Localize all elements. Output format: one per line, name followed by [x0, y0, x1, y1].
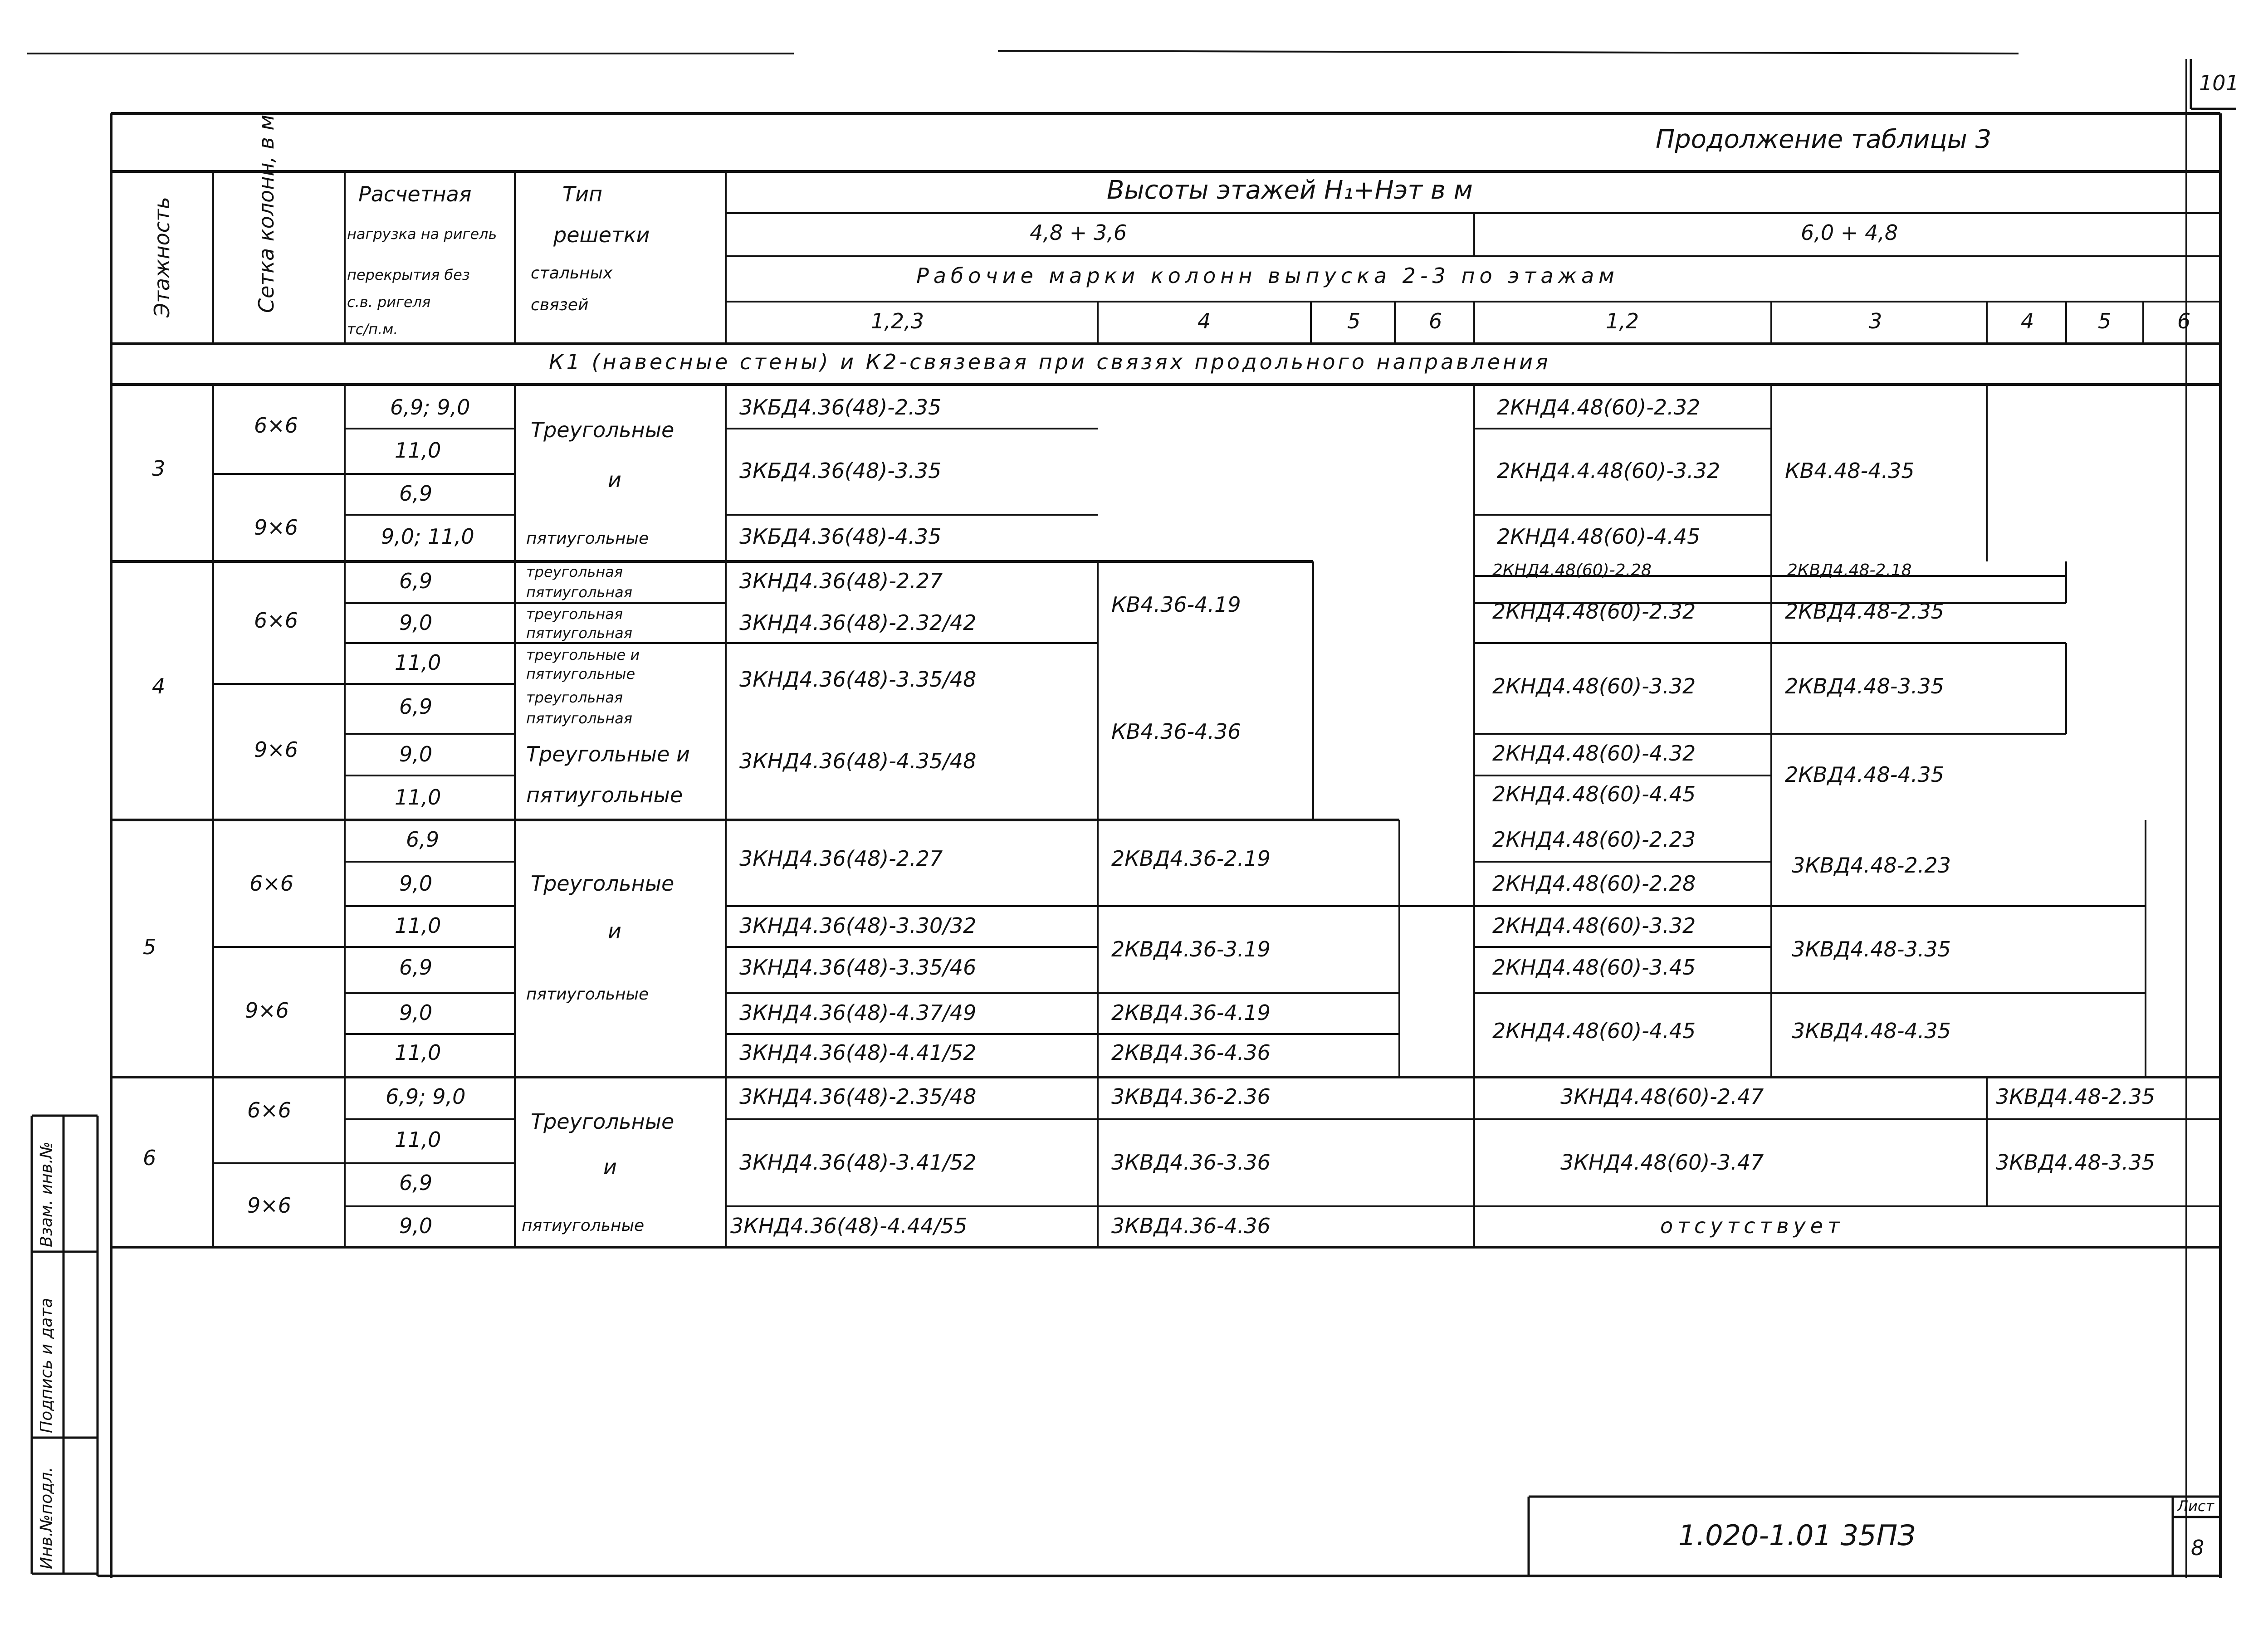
- load-4-1: 6,9: [399, 569, 433, 593]
- grid-4-9x6: 9×6: [254, 737, 298, 762]
- b-absent-6: отсутствует: [1660, 1214, 1844, 1238]
- header-sub-a-1: 1,2,3: [871, 309, 924, 333]
- header-sub-b-2: 3: [1869, 309, 1882, 333]
- b12-3-3: 2КНД4.48(60)-4.45: [1497, 524, 1701, 549]
- b3-4-1: 2КВД4.48-2.18: [1787, 561, 1912, 580]
- b12-4-2: 2КНД4.48(60)-2.32: [1492, 599, 1696, 624]
- type-4-7: треугольная: [526, 689, 623, 706]
- a4-5-4: 2КВД4.36-4.36: [1111, 1040, 1271, 1065]
- header-group-a: 4,8 + 3,6: [1030, 220, 1127, 245]
- b3-4-2: 2КВД4.48-2.35: [1785, 599, 1944, 624]
- type-4-1: треугольная: [526, 563, 623, 580]
- b12-4-5: 2КНД4.48(60)-4.45: [1492, 782, 1696, 806]
- a4-5-3: 2КВД4.36-4.19: [1111, 1000, 1271, 1025]
- header-load-5: тс/п.м.: [347, 321, 398, 338]
- margin-replace-label: Взам. инв.№: [37, 1141, 56, 1247]
- grid-5-6x6: 6×6: [249, 871, 294, 896]
- a4-6-2: 3КВД4.36-3.36: [1111, 1150, 1271, 1175]
- a123-3-1: 3КБД4.36(48)-2.35: [739, 395, 942, 419]
- load-6-1: 6,9; 9,0: [386, 1084, 466, 1109]
- type-4-6: пятиугольные: [526, 665, 635, 683]
- load-3-1: 6,9; 9,0: [390, 395, 470, 419]
- a4-6-1: 3КВД4.36-2.36: [1111, 1084, 1271, 1109]
- type-6-3: пятиугольные: [522, 1216, 645, 1235]
- b12-5-1: 2КНД4.48(60)-2.23: [1492, 827, 1696, 852]
- b12-4-1: 2КНД4.48(60)-2.28: [1492, 561, 1652, 580]
- header-marks: Рабочие марки колонн выпуска 2-3 по этажам: [916, 263, 1619, 288]
- header-group-b: 6,0 + 4,8: [1801, 220, 1898, 245]
- b3-3: КВ4.48-4.35: [1785, 458, 1915, 483]
- header-heights: Высоты этажей H₁+Hэт в м: [1107, 176, 1473, 205]
- margin-sign-label: Подпись и дата: [37, 1297, 56, 1433]
- type-4-10: пятиугольные: [526, 783, 683, 807]
- type-5-3: пятиугольные: [526, 985, 649, 1004]
- load-5-4: 6,9: [399, 955, 433, 980]
- page-number: 101: [2199, 71, 2239, 95]
- a123-5-2: 3КНД4.36(48)-3.30/32: [739, 913, 977, 938]
- header-load-1: Расчетная: [358, 182, 472, 206]
- b12-4-4: 2КНД4.48(60)-4.32: [1492, 741, 1696, 766]
- grid-3-9x6: 9×6: [254, 515, 298, 540]
- b3-4-4: 2КВД4.48-4.35: [1785, 762, 1944, 787]
- b12-4-3: 2КНД4.48(60)-3.32: [1492, 674, 1696, 698]
- grid-4-6x6: 6×6: [254, 608, 298, 633]
- stamp-sheet-label: Лист: [2177, 1497, 2214, 1515]
- a123-4-3: 3КНД4.36(48)-3.35/48: [739, 667, 977, 692]
- load-5-1: 6,9: [406, 827, 440, 852]
- type-6-1: Треугольные: [531, 1109, 675, 1134]
- type-4-4: пятиугольная: [526, 624, 633, 642]
- b12-3-1: 2КНД4.48(60)-2.32: [1497, 395, 1701, 419]
- b12-6-1: 3КНД4.48(60)-2.47: [1560, 1084, 1764, 1109]
- type-5-1: Треугольные: [531, 871, 675, 896]
- a4-5-1: 2КВД4.36-2.19: [1111, 846, 1271, 871]
- b12-6-2: 3КНД4.48(60)-3.47: [1560, 1150, 1764, 1175]
- b3-5-3: 3КВД4.48-4.35: [1792, 1019, 1951, 1043]
- b12-3-2: 2КНД4.4.48(60)-3.32: [1497, 458, 1721, 483]
- header-grid: Сетка колонн, в м: [254, 114, 279, 313]
- type-4-3: треугольная: [526, 605, 623, 623]
- header-sub-a-4: 6: [1429, 309, 1442, 333]
- a123-5-4: 3КНД4.36(48)-4.37/49: [739, 1000, 977, 1025]
- type-3-1: Треугольные: [531, 418, 675, 442]
- load-3-4: 9,0; 11,0: [381, 524, 474, 549]
- type-6-2: и: [603, 1155, 617, 1179]
- load-6-4: 9,0: [399, 1214, 433, 1238]
- type-4-5: треугольные и: [526, 646, 640, 663]
- section-title: К1 (навесные стены) и К2-связевая при связях продольного направления: [549, 350, 1551, 374]
- a123-6-3: 3КНД4.36(48)-4.44/55: [730, 1214, 968, 1238]
- b12-5-4: 2КНД4.48(60)-3.45: [1492, 955, 1696, 980]
- b6-6-2: 3КВД4.48-3.35: [1996, 1150, 2155, 1175]
- header-sub-b-5: 6: [2177, 309, 2191, 333]
- floor-5: 5: [143, 935, 156, 959]
- b3-4-3: 2КВД4.48-3.35: [1785, 674, 1944, 698]
- header-sub-b-1: 1,2: [1606, 309, 1639, 333]
- b12-5-5: 2КНД4.48(60)-4.45: [1492, 1019, 1696, 1043]
- header-sub-b-4: 5: [2098, 309, 2112, 333]
- header-type-3: стальных: [531, 264, 613, 283]
- load-5-3: 11,0: [395, 913, 441, 938]
- a123-4-1: 3КНД4.36(48)-2.27: [739, 569, 943, 593]
- a123-3-3: 3КБД4.36(48)-4.35: [739, 524, 942, 549]
- load-4-2: 9,0: [399, 610, 433, 635]
- header-sub-b-3: 4: [2021, 309, 2034, 333]
- continuation-title: Продолжение таблицы 3: [1656, 125, 1992, 154]
- load-3-3: 6,9: [399, 481, 433, 506]
- grid-5-9x6: 9×6: [245, 998, 289, 1023]
- grid-6-9x6: 9×6: [247, 1193, 292, 1218]
- a123-5-1: 3КНД4.36(48)-2.27: [739, 846, 943, 871]
- a4-5-2: 2КВД4.36-3.19: [1111, 937, 1271, 961]
- load-3-2: 11,0: [395, 438, 441, 463]
- grid-3-6x6: 6×6: [254, 413, 298, 438]
- b12-5-2: 2КНД4.48(60)-2.28: [1492, 871, 1696, 896]
- stamp-sheet-number: 8: [2191, 1536, 2204, 1560]
- type-3-3: пятиугольные: [526, 529, 649, 548]
- header-type-2: решетки: [553, 223, 650, 247]
- type-5-2: и: [608, 919, 621, 943]
- header-type-1: Тип: [562, 182, 603, 206]
- header-sub-a-3: 5: [1347, 309, 1361, 333]
- a123-5-3: 3КНД4.36(48)-3.35/46: [739, 955, 977, 980]
- load-4-4: 6,9: [399, 694, 433, 719]
- load-5-2: 9,0: [399, 871, 433, 896]
- grid-6-6x6: 6×6: [247, 1098, 292, 1122]
- load-5-6: 11,0: [395, 1040, 441, 1065]
- b3-5-2: 3КВД4.48-3.35: [1792, 937, 1951, 961]
- load-6-3: 6,9: [399, 1171, 433, 1195]
- a123-6-2: 3КНД4.36(48)-3.41/52: [739, 1150, 977, 1175]
- header-sub-a-2: 4: [1198, 309, 1211, 333]
- header-load-4: с.в. ригеля: [347, 293, 431, 311]
- load-6-2: 11,0: [395, 1127, 441, 1152]
- a4-4-1: КВ4.36-4.19: [1111, 592, 1241, 617]
- load-4-3: 11,0: [395, 650, 441, 675]
- margin-inv-label: Инв.№подл.: [37, 1467, 56, 1569]
- floor-6: 6: [143, 1146, 156, 1170]
- b6-6-1: 3КВД4.48-2.35: [1996, 1084, 2155, 1109]
- b3-5-1: 3КВД4.48-2.23: [1792, 853, 1951, 878]
- type-4-8: пятиугольная: [526, 710, 633, 727]
- a4-6-3: 3КВД4.36-4.36: [1111, 1214, 1271, 1238]
- header-load-2: нагрузка на ригель: [347, 225, 497, 243]
- load-4-5: 9,0: [399, 742, 433, 766]
- stamp-code: 1.020-1.01 35ПЗ: [1678, 1519, 1916, 1552]
- a123-4-2: 3КНД4.36(48)-2.32/42: [739, 610, 977, 635]
- floor-3: 3: [152, 456, 166, 481]
- load-4-6: 11,0: [395, 785, 441, 810]
- type-4-2: пятиугольная: [526, 584, 633, 601]
- header-load-3: перекрытия без: [347, 266, 470, 283]
- a123-5-5: 3КНД4.36(48)-4.41/52: [739, 1040, 977, 1065]
- a123-3-2: 3КБД4.36(48)-3.35: [739, 458, 942, 483]
- a123-6-1: 3КНД4.36(48)-2.35/48: [739, 1084, 977, 1109]
- type-3-2: и: [608, 468, 621, 492]
- floor-4: 4: [152, 674, 166, 698]
- header-type-4: связей: [531, 296, 589, 314]
- header-floors: Этажность: [150, 197, 174, 317]
- a4-4-2: КВ4.36-4.36: [1111, 719, 1241, 744]
- load-5-5: 9,0: [399, 1000, 433, 1025]
- type-4-9: Треугольные и: [526, 742, 690, 766]
- b12-5-3: 2КНД4.48(60)-3.32: [1492, 913, 1696, 938]
- a123-4-4: 3КНД4.36(48)-4.35/48: [739, 749, 977, 773]
